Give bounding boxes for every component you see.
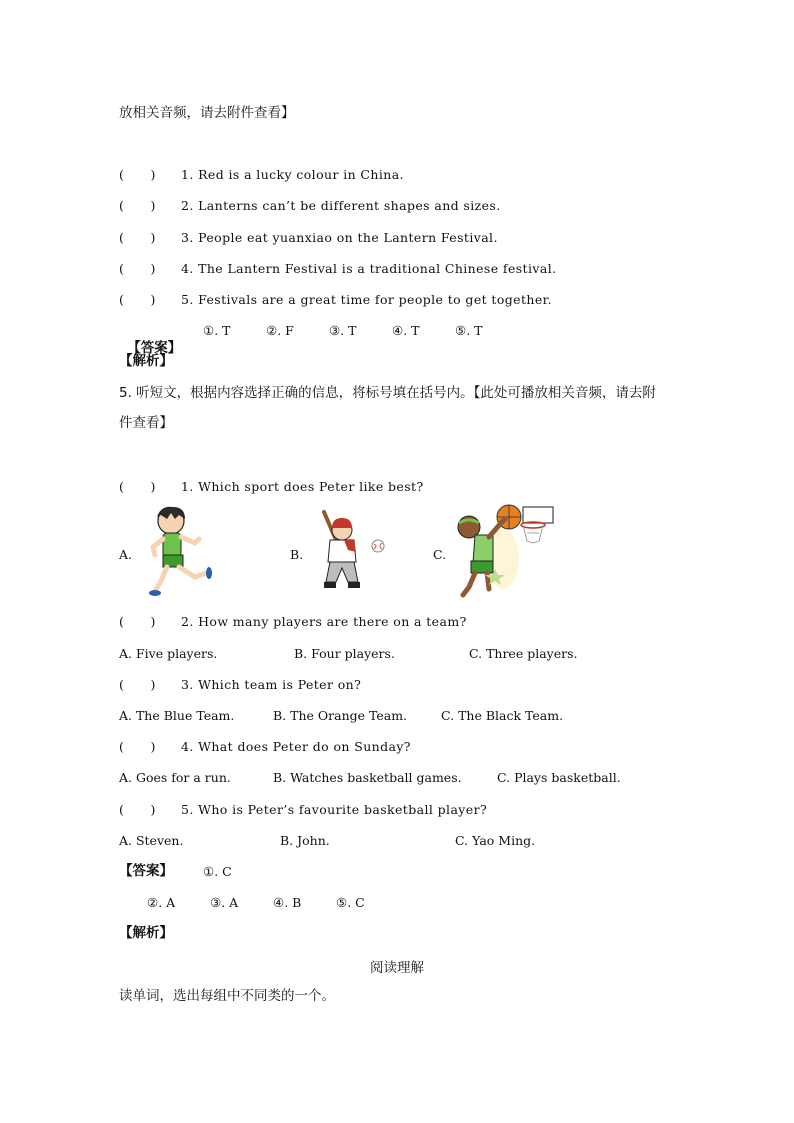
s5-q2 [119,613,467,631]
s4-answer-5: ⑤. T [455,323,483,338]
s5-q1 [119,478,424,496]
q1-option-b-label: B. [290,547,304,562]
s5-q4 [119,738,411,756]
s5-q5 [119,801,487,819]
s4-analysis-label: 【解析】 [119,353,173,369]
q4-option-a: A. Goes for a run. [119,770,231,785]
s4-answer-2: ②. F [266,323,294,338]
answer-paren: ( ) [119,739,156,754]
q1-option-a-label: A. [119,547,133,562]
s5-answer-2: ②. A [147,895,176,910]
answer-paren: ( ) [119,167,156,182]
s4-answer-1: ①. T [203,323,231,338]
baseball-player-icon [314,508,386,596]
s4-item-1-text: 1. Red is a lucky colour in China. [181,167,404,182]
s4-item-2-text: 2. Lanterns can’t be different shapes and sizes. [181,198,501,213]
s5-analysis-label: 【解析】 [119,925,173,941]
s5-q3 [119,676,361,694]
s5-q3-text: 3. Which team is Peter on? [181,677,362,692]
basketball-player-icon [453,503,557,603]
header-continuation: 放相关音频，请去附件查看】 [119,105,295,121]
reading-instruction: 读单词，选出每组中不同类的一个。 [119,988,335,1004]
s4-answer-4: ④. T [392,323,420,338]
answer-paren: ( ) [119,479,156,494]
answer-paren: ( ) [119,614,156,629]
q2-option-b: B. Four players. [294,646,395,661]
answer-paren: ( ) [119,677,156,692]
s4-item-1 [119,166,404,184]
q1-option-c-label: C. [433,547,447,562]
answer-paren: ( ) [119,802,156,817]
answer-label: 【答案】 [127,340,182,356]
answer-paren: ( ) [119,230,156,245]
s5-answer-5: ⑤. C [336,895,365,910]
s5-answer-1: ①. C [203,864,232,879]
s4-item-2 [119,197,501,215]
s5-instruction-line2: 件查看】 [119,415,173,431]
s5-q4-text: 4. What does Peter do on Sunday? [181,739,411,754]
answer-paren: ( ) [119,292,156,307]
running-boy-icon [145,503,217,599]
s5-answer-label: 【答案】 [119,863,173,879]
s5-q2-text: 2. How many players are there on a team? [181,614,467,629]
q4-option-c: C. Plays basketball. [497,770,621,785]
answer-paren: ( ) [119,198,156,213]
s5-q1-text: 1. Which sport does Peter like best? [181,479,424,494]
s5-q5-text: 5. Who is Peter’s favourite basketball player? [181,802,488,817]
s4-item-4 [119,260,556,278]
s4-item-5 [119,291,552,309]
s5-answer-3: ③. A [210,895,239,910]
q4-option-b: B. Watches basketball games. [273,770,462,785]
q2-option-a: A. Five players. [119,646,218,661]
q5-option-a: A. Steven. [119,833,184,848]
s5-instruction-line1: 5. 听短文，根据内容选择正确的信息，将标号填在括号内。【此处可播放相关音频，请去附 [119,385,656,401]
q5-option-c: C. Yao Ming. [455,833,536,848]
q3-option-b: B. The Orange Team. [273,708,408,723]
answer-paren: ( ) [119,261,156,276]
s4-item-3 [119,229,498,247]
q2-option-c: C. Three players. [469,646,578,661]
q3-option-c: C. The Black Team. [441,708,564,723]
s4-item-3-text: 3. People eat yuanxiao on the Lantern Festival. [181,230,498,245]
q3-option-a: A. The Blue Team. [119,708,235,723]
s4-item-5-text: 5. Festivals are a great time for people to get together. [181,292,553,307]
q5-option-b: B. John. [280,833,330,848]
reading-heading: 阅读理解 [370,960,424,976]
s4-item-4-text: 4. The Lantern Festival is a traditional Chinese festival. [181,261,557,276]
s4-answer-3: ③. T [329,323,357,338]
s5-answer-4: ④. B [273,895,302,910]
